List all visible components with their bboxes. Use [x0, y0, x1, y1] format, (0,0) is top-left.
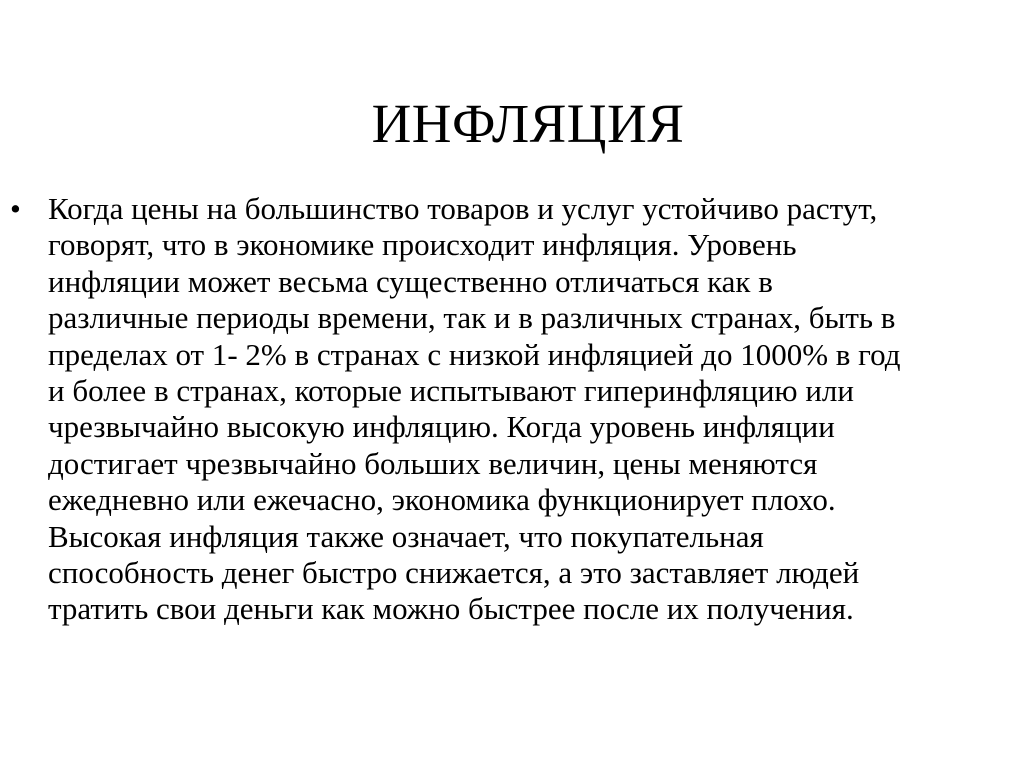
paragraph-line: Когда цены на большинство товаров и услуг устойчиво растут, — [48, 191, 878, 226]
paragraph-line: способность денег быстро снижается, а это заставляет людей — [48, 555, 860, 591]
paragraph-line: достигает чрезвычайно больших величин, цены меняются — [48, 445, 818, 481]
paragraph-line: и более в странах, которые испытывают гиперинфляцию или — [48, 373, 854, 409]
paragraph-line: пределах от 1- 2% в странах с низкой инфляцией до 1000% в год — [48, 336, 901, 372]
paragraph-line: Высокая инфляция также означает, что покупательная — [48, 518, 764, 554]
bullet-paragraph — [48, 191, 1010, 628]
bullet-item — [10, 191, 1010, 628]
paragraph-line: различные периоды времени, так и в различных странах, быть в — [48, 300, 896, 336]
slide-title: ИНФЛЯЦИЯ — [371, 92, 685, 154]
paragraph-line: инфляции может весьма существенно отличаться как в — [48, 263, 773, 299]
paragraph-line: тратить свои деньги как можно быстрее после их получения. — [48, 591, 854, 627]
paragraph-line: ежедневно или ежечасно, экономика функционирует плохо. — [48, 482, 836, 518]
paragraph-line: говорят, что в экономике происходит инфляция. Уровень — [48, 227, 797, 263]
bullet-icon: • — [10, 191, 21, 226]
paragraph-line: чрезвычайно высокую инфляцию. Когда уровень инфляции — [48, 409, 835, 445]
slide-body — [10, 191, 1010, 628]
